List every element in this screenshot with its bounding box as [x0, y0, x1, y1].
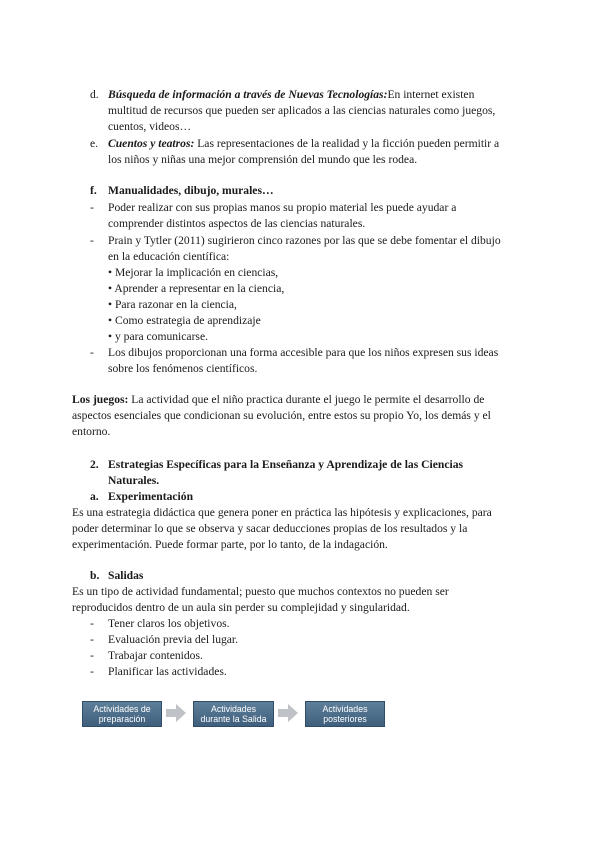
f-bullet-2-line-4: • Aprender a representar en la ciencia, — [108, 282, 285, 295]
arrow-right-icon — [166, 704, 186, 722]
dash-marker: - — [90, 617, 94, 630]
juegos-label: Los juegos: — [72, 393, 129, 406]
flow-box-line-1: Actividades de — [93, 704, 151, 714]
list-marker: e. — [90, 137, 99, 150]
item-f-title: Manualidades, dibujo, murales… — [108, 184, 274, 197]
juegos-line-1 — [72, 392, 484, 408]
subsection-a-marker: a. — [90, 490, 99, 503]
flow-box-line-2: posteriores — [323, 714, 367, 724]
flow-box-line-1: Actividades — [211, 704, 256, 714]
salidas-line-2: reproducidos dentro de un aula sin perder su complejidad y singularidad. — [72, 601, 410, 614]
dash-marker: - — [90, 665, 94, 678]
list-marker: d. — [90, 88, 99, 101]
dash-marker: - — [90, 346, 94, 359]
salidas-item-1: Tener claros los objetivos. — [108, 617, 230, 630]
item-d-title: Búsqueda de información a través de Nuevas Tecnologías: — [108, 88, 388, 101]
f-bullet-2-line-7: • y para comunicarse. — [108, 330, 208, 343]
flow-box-line-2: durante la Salida — [200, 714, 267, 724]
item-d-line-3: cuentos, videos… — [108, 120, 192, 133]
section-2-marker: 2. — [90, 458, 99, 471]
item-d-text: En internet existen — [387, 88, 475, 101]
f-bullet-2-line-3: • Mejorar la implicación en ciencias, — [108, 266, 279, 279]
list-marker: f. — [90, 184, 97, 197]
f-bullet-1-line-2: comprender distintos aspectos de las ciencias naturales. — [108, 217, 366, 230]
section-2-title-line-1: Estrategias Específicas para la Enseñanza y Aprendizaje de las Ciencias — [108, 458, 464, 471]
juegos-line-2: aspectos esenciales que condicionan su evolución, entre estos su propio Yo, los demás y el — [72, 409, 491, 422]
item-e-text: Las representaciones de la realidad y la ficción pueden permitir a — [194, 137, 500, 150]
dash-marker: - — [90, 234, 94, 247]
subsection-b-title: Salidas — [108, 569, 144, 582]
salidas-line-1: Es un tipo de actividad fundamental; puesto que muchos contextos no pueden ser — [72, 585, 449, 598]
f-bullet-3-line-2: sobre los fenómenos científicos. — [108, 362, 258, 375]
experimentacion-line-2: poder determinar lo que se observa y sacar deducciones propias de los resultados y la — [72, 522, 468, 535]
experimentacion-line-3: experimentación. Puede formar parte, por lo tanto, de la indagación. — [72, 538, 388, 551]
subsection-b-marker: b. — [90, 569, 100, 582]
salidas-item-3: Trabajar contenidos. — [108, 649, 203, 662]
f-bullet-2-line-6: • Como estrategia de aprendizaje — [108, 314, 261, 327]
juegos-line-3: entorno. — [72, 425, 111, 438]
item-d-line-1 — [108, 87, 474, 103]
item-e-line-2: los niños y niñas una mejor comprensión del mundo que les rodea. — [108, 153, 418, 166]
f-bullet-3-line-1: Los dibujos proporcionan una forma accesible para que los niños expresen sus ideas — [108, 346, 499, 359]
salidas-item-4: Planificar las actividades. — [108, 665, 227, 678]
arrow-right-icon — [278, 704, 298, 722]
section-2-title-line-2: Naturales. — [108, 474, 160, 487]
flow-box-line-1: Actividades — [322, 704, 368, 714]
juegos-text: La actividad que el niño practica durante el juego le permite el desarrollo de — [128, 393, 485, 406]
f-bullet-2-line-5: • Para razonar en la ciencia, — [108, 298, 237, 311]
dash-marker: - — [90, 649, 94, 662]
f-bullet-2-line-2: en la educación científica: — [108, 250, 230, 263]
dash-marker: - — [90, 633, 94, 646]
flow-box-posteriores — [305, 701, 385, 727]
experimentacion-line-1: Es una estrategia didáctica que genera poner en práctica las hipótesis y explicaciones, para — [72, 506, 492, 519]
flow-box-preparacion — [82, 701, 162, 727]
f-bullet-2-line-1: Prain y Tytler (2011) sugirieron cinco razones por las que se debe fomentar el dibujo — [108, 234, 501, 247]
flow-box-durante — [193, 701, 274, 727]
flow-box-line-2: preparación — [98, 714, 146, 724]
item-e-title: Cuentos y teatros: — [108, 137, 195, 150]
item-d-line-2: multitud de recursos que pueden ser aplicados a las ciencias naturales como juegos, — [108, 104, 496, 117]
salidas-item-2: Evaluación previa del lugar. — [108, 633, 239, 646]
item-e-line-1 — [108, 136, 499, 152]
subsection-a-title: Experimentación — [108, 490, 194, 503]
f-bullet-1-line-1: Poder realizar con sus propias manos su propio material les puede ayudar a — [108, 201, 457, 214]
dash-marker: - — [90, 201, 94, 214]
